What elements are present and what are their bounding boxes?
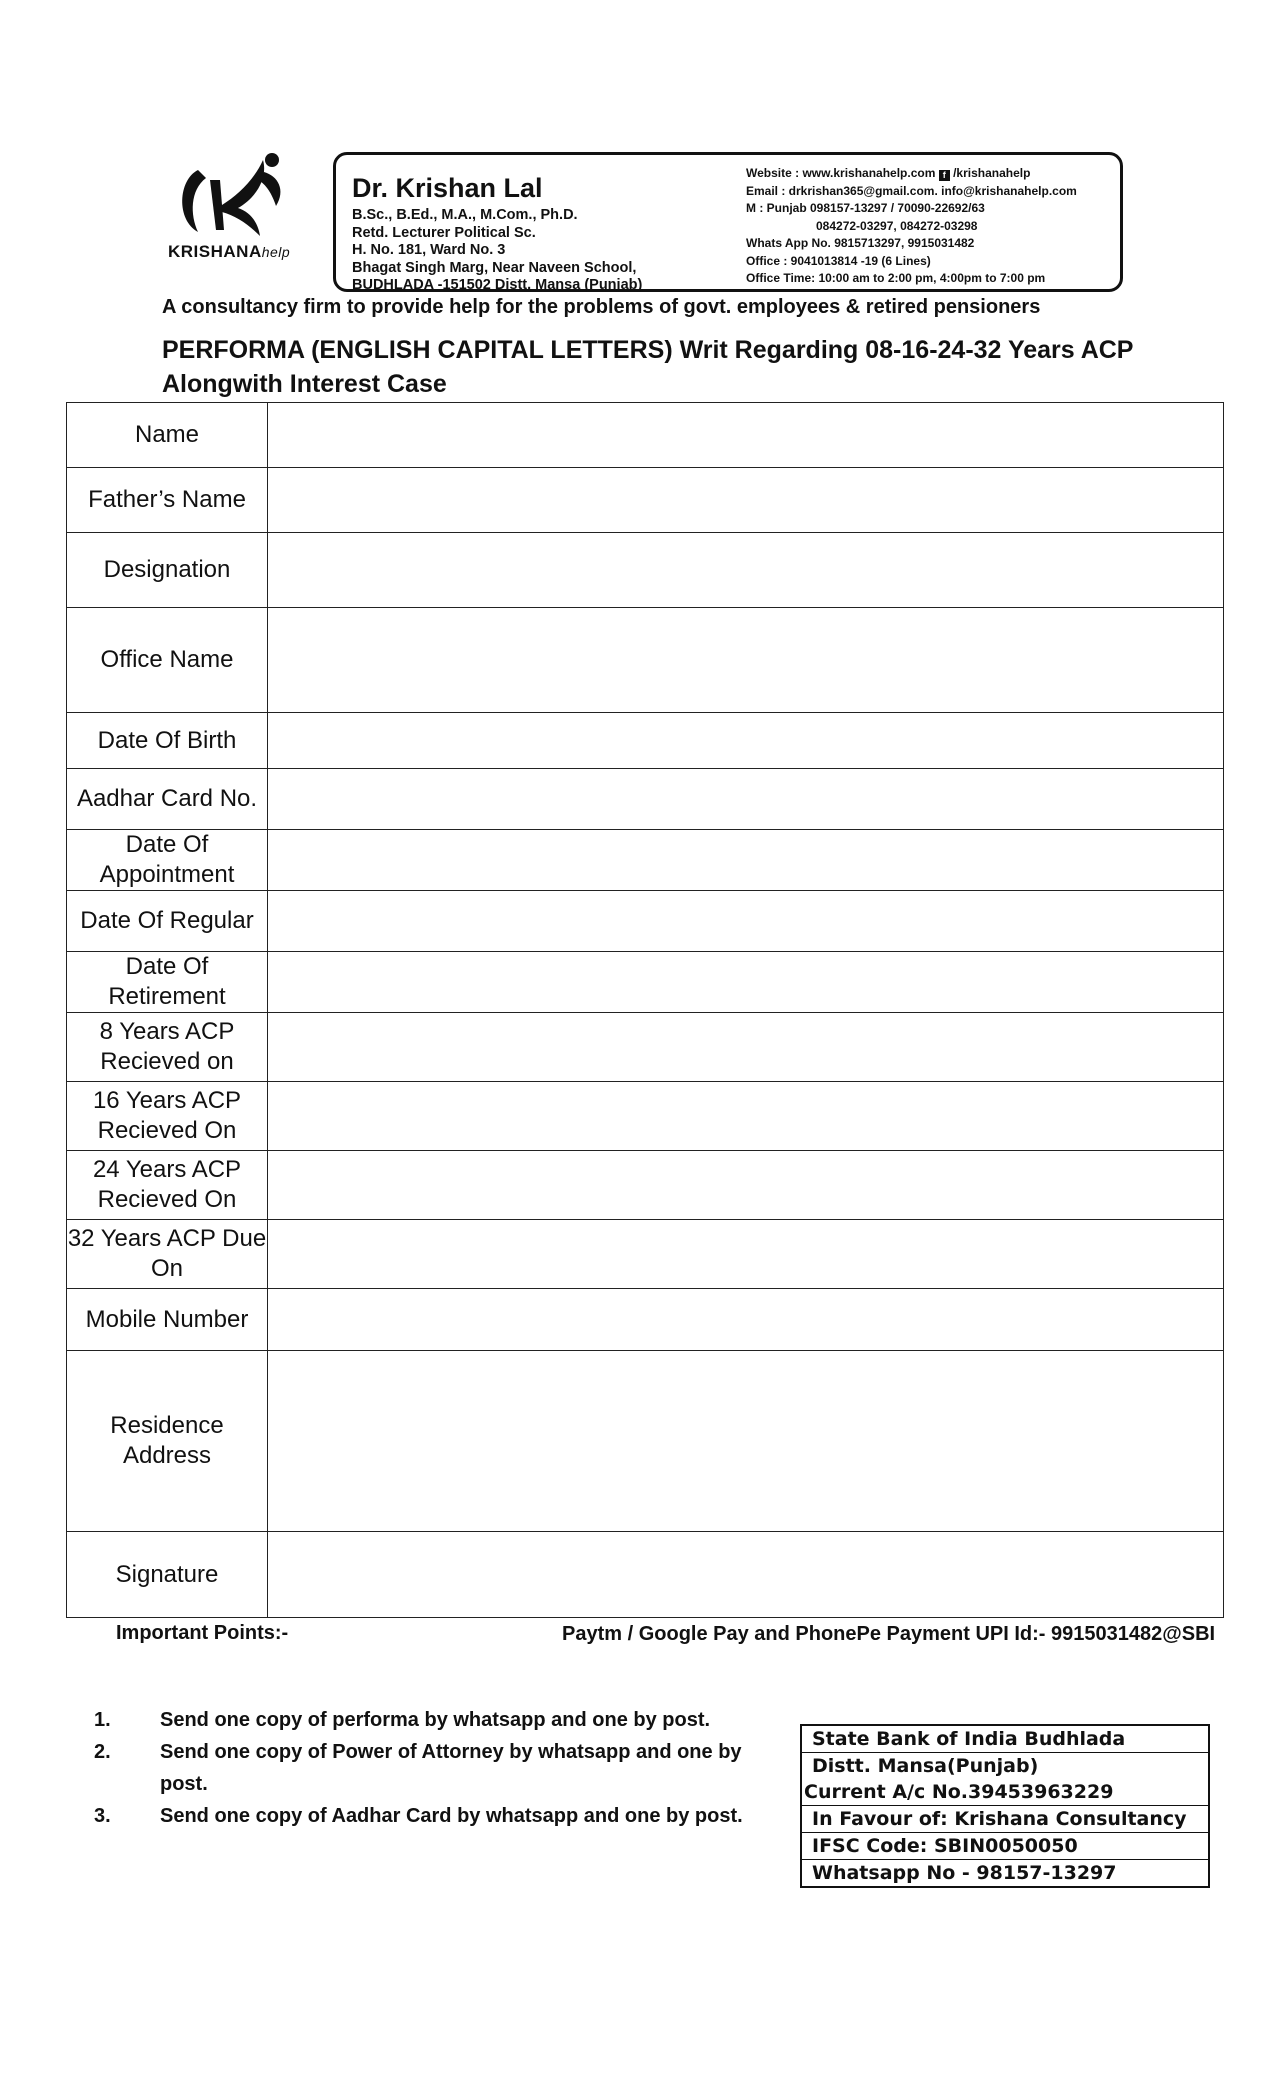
field-input[interactable] xyxy=(268,830,1224,891)
field-label: Aadhar Card No. xyxy=(67,769,268,830)
field-input[interactable] xyxy=(268,1082,1224,1151)
field-label: Signature xyxy=(67,1532,268,1618)
mobile-text: M : Punjab 098157-13297 / 70090-22692/63 xyxy=(746,201,985,215)
website-row xyxy=(746,165,1116,183)
bank-ifsc: IFSC Code: SBIN0050050 xyxy=(802,1833,1208,1860)
form-row xyxy=(67,608,1224,713)
item-text: Send one copy of Aadhar Card by whatsapp and one by post. xyxy=(160,1805,743,1827)
form-row xyxy=(67,403,1224,468)
credential-line: B.Sc., B.Ed., M.A., M.Com., Ph.D. xyxy=(352,207,578,223)
signature-box[interactable] xyxy=(268,1532,1224,1618)
important-points-label: Important Points:- xyxy=(116,1622,289,1644)
field-input[interactable] xyxy=(268,468,1224,533)
field-label: Residence Address xyxy=(67,1351,268,1532)
form-row xyxy=(67,1220,1224,1289)
field-label: Designation xyxy=(67,533,268,608)
mobile-text-2: 084272-03297, 084272-03298 xyxy=(816,218,978,233)
field-input[interactable] xyxy=(268,1351,1224,1532)
form-row xyxy=(67,1532,1224,1618)
field-input[interactable] xyxy=(268,952,1224,1013)
field-label: Office Name xyxy=(67,608,268,713)
list-item xyxy=(94,1704,754,1736)
field-label: Date Of Regular xyxy=(67,891,268,952)
form-row xyxy=(67,891,1224,952)
office-phone-text: Office : 9041013814 -19 (6 Lines) xyxy=(746,253,931,268)
field-input[interactable] xyxy=(268,1013,1224,1082)
form-row xyxy=(67,1082,1224,1151)
field-label: Date Of Appointment xyxy=(67,830,268,891)
field-input[interactable] xyxy=(268,1220,1224,1289)
field-label: 32 Years ACP Due On xyxy=(67,1220,268,1289)
field-label: 8 Years ACP Recieved on xyxy=(67,1013,268,1082)
facebook-icon: f xyxy=(939,170,950,181)
field-label: 24 Years ACP Recieved On xyxy=(67,1151,268,1220)
field-input[interactable] xyxy=(268,403,1224,468)
contact-details xyxy=(746,165,1116,288)
bank-details-box xyxy=(800,1724,1210,1888)
upi-payment-info: Paytm / Google Pay and PhonePe Payment UPI Id:- 9915031482@SBI xyxy=(562,1623,1216,1645)
field-label: 16 Years ACP Recieved On xyxy=(67,1082,268,1151)
field-label: Father’s Name xyxy=(67,468,268,533)
field-input[interactable] xyxy=(268,713,1224,769)
form-row xyxy=(67,1351,1224,1532)
form-row xyxy=(67,713,1224,769)
logo-mark-icon xyxy=(168,150,318,245)
field-label: Date Of Birth xyxy=(67,713,268,769)
field-input[interactable] xyxy=(268,1151,1224,1220)
points-list xyxy=(94,1704,754,1832)
office-time-text: Office Time: 10:00 am to 2:00 pm, 4:00pm to 7:00 pm xyxy=(746,271,1046,285)
field-input[interactable] xyxy=(268,1289,1224,1351)
bank-whatsapp: Whatsapp No - 98157-13297 xyxy=(812,1862,1117,1884)
form-row xyxy=(67,1151,1224,1220)
website-text: Website : www.krishanahelp.com xyxy=(746,166,936,180)
bank-favour: In Favour of: Krishana Consultancy xyxy=(802,1806,1208,1833)
facebook-handle: /krishanahelp xyxy=(953,166,1031,180)
form-row xyxy=(67,468,1224,533)
address-line: H. No. 181, Ward No. 3 xyxy=(352,242,506,258)
item-number: 3. xyxy=(94,1805,111,1827)
logo-text: KRISHANAhelp xyxy=(168,242,291,261)
field-input[interactable] xyxy=(268,533,1224,608)
bank-district: Distt. Mansa(Punjab) xyxy=(812,1755,1039,1777)
doctor-name: Dr. Krishan Lal xyxy=(352,173,543,203)
bank-name: State Bank of India Budhlada xyxy=(802,1726,1208,1753)
credential-line: Retd. Lecturer Political Sc. xyxy=(352,224,536,241)
performa-form xyxy=(66,402,1224,1618)
form-row xyxy=(67,1289,1224,1351)
form-row xyxy=(67,952,1224,1013)
page-title: PERFORMA (ENGLISH CAPITAL LETTERS) Writ Regarding 08-16-24-32 Years ACP Alongwith Interest Case xyxy=(162,336,1134,398)
credentials xyxy=(352,207,642,295)
field-input[interactable] xyxy=(268,891,1224,952)
company-logo xyxy=(168,150,318,270)
form-row xyxy=(67,533,1224,608)
field-input[interactable] xyxy=(268,608,1224,713)
bank-account: Current A/c No.39453963229 xyxy=(802,1779,1208,1806)
email-text: Email : drkrishan365@gmail.com. info@krishanahelp.com xyxy=(746,183,1077,198)
form-row xyxy=(67,830,1224,891)
tagline: A consultancy firm to provide help for the problems of govt. employees & retired pensioners xyxy=(162,296,1041,318)
list-item xyxy=(94,1736,754,1800)
item-text: Send one copy of Power of Attorney by whatsapp and one by post. xyxy=(160,1741,742,1795)
item-text: Send one copy of performa by whatsapp and one by post. xyxy=(160,1709,711,1731)
field-label: Date Of Retirement xyxy=(67,952,268,1013)
list-item xyxy=(94,1800,754,1832)
field-label: Mobile Number xyxy=(67,1289,268,1351)
contact-card xyxy=(333,152,1123,292)
address-line: BUDHLADA -151502 Distt. Mansa (Punjab) xyxy=(352,277,643,293)
field-label: Name xyxy=(67,403,268,468)
whatsapp-text: Whats App No. 9815713297, 9915031482 xyxy=(746,236,975,250)
item-number: 1. xyxy=(94,1709,111,1731)
form-row xyxy=(67,1013,1224,1082)
field-input[interactable] xyxy=(268,769,1224,830)
address-line: Bhagat Singh Marg, Near Naveen School, xyxy=(352,259,637,276)
form-row xyxy=(67,769,1224,830)
item-number: 2. xyxy=(94,1741,111,1763)
